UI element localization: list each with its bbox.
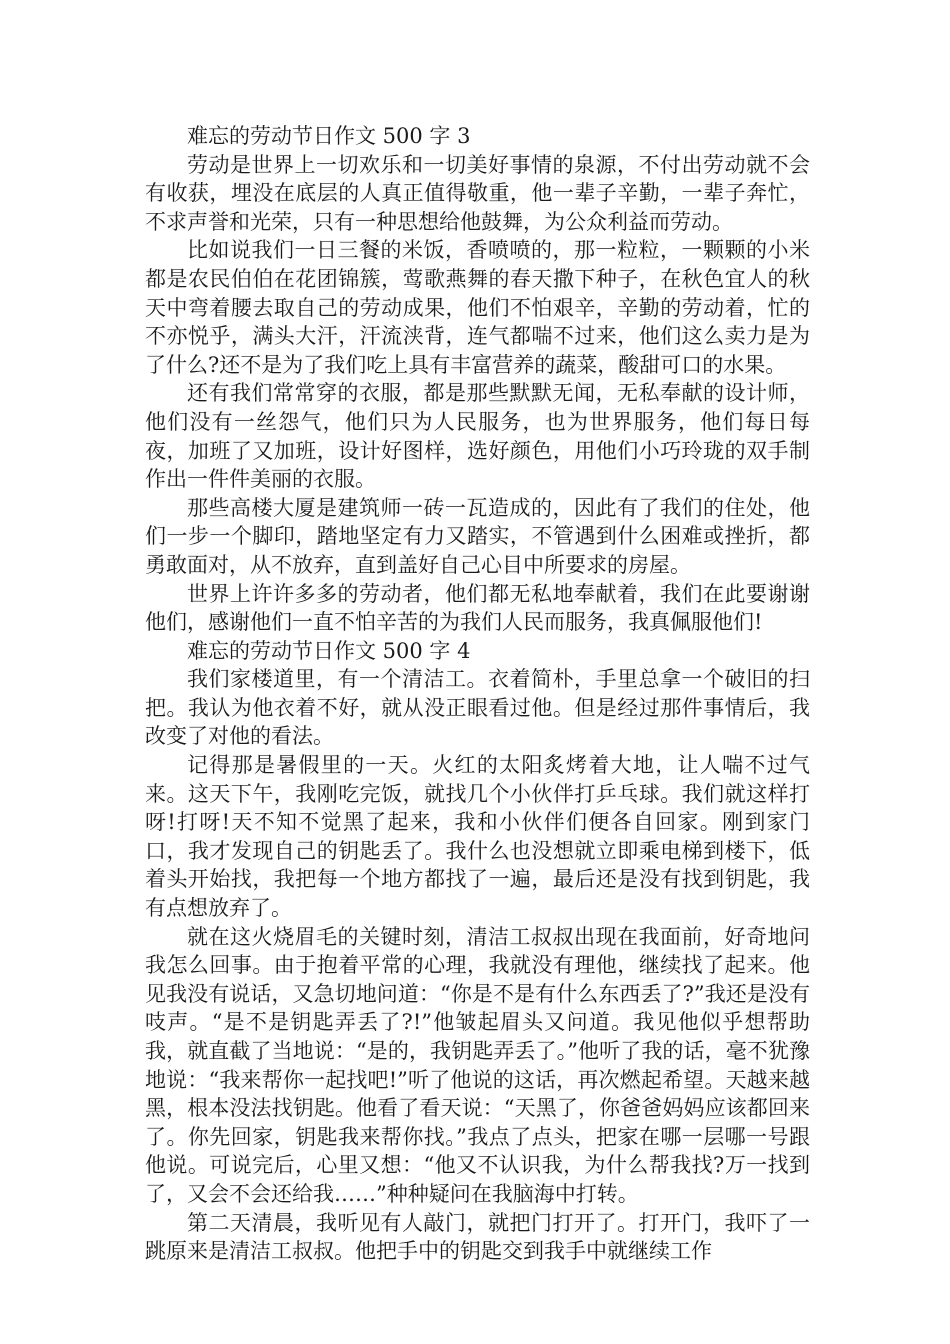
paragraph: 劳动是世界上一切欢乐和一切美好事情的泉源，不付出劳动就不会有收获，埋没在底层的人真正值得敬重，他一辈子辛勤，一辈子奔忙，不求声誉和光荣，只有一种思想给他鼓舞，为公众利益而劳动。: [145, 152, 810, 234]
paragraph: 还有我们常常穿的衣服，都是那些默默无闻，无私奉献的设计师，他们没有一丝怨气，他们只为人民服务，也为世界服务，他们每日每夜，加班了又加班，设计好图样，选好颜色，用他们小巧玲珑的双手制作出一件件美丽的衣服。: [145, 381, 810, 492]
paragraph: 我们家楼道里，有一个清洁工。衣着简朴，手里总拿一个破旧的扫把。我认为他衣着不好，就从没正眼看过他。但是经过那件事情后，我改变了对他的看法。: [145, 667, 810, 749]
essay-section-3: [145, 122, 810, 637]
paragraph: 就在这火烧眉毛的关键时刻，清洁工叔叔出现在我面前，好奇地问我怎么回事。由于抱着平常的心理，我就没有理他，继续找了起来。他见我没有说话，又急切地问道：“你是不是有什么东西丢了?”我还是没有吱声。“是不是钥匙弄丢了?!”他皱起眉头又问道。我见他似乎想帮助我，就直截了当地说：“是的，我钥匙弄丢了。”他听了我的话，毫不犹豫地说：“我来帮你一起找吧!”听了他说的这话，再次燃起希望。天越来越黑，根本没法找钥匙。他看了看天说：“天黑了，你爸爸妈妈应该都回来了。你先回家，钥匙我来帮你找。”我点了点头，把家在哪一层哪一号跟他说。可说完后，心里又想：“他又不认识我，为什么帮我找?万一找到了，又会不会还给我……”种种疑问在我脑海中打转。: [145, 924, 810, 1206]
paragraph: 比如说我们一日三餐的米饭，香喷喷的，那一粒粒，一颗颗的小米都是农民伯伯在花团锦簇，莺歌燕舞的春天撒下种子，在秋色宜人的秋天中弯着腰去取自己的劳动成果，他们不怕艰辛，辛勤的劳动着，忙的不亦悦乎，满头大汗，汗流浃背，连气都喘不过来，他们这么卖力是为了什么?还不是为了我们吃上具有丰富营养的蔬菜，酸甜可口的水果。: [145, 238, 810, 377]
paragraph: 记得那是暑假里的一天。火红的太阳炙烤着大地，让人喘不过气来。这天下午，我刚吃完饭，就找几个小伙伴打乒乓球。我们就这样打呀!打呀!天不知不觉黑了起来，我和小伙伴们便各自回家。刚到家门口，我才发现自己的钥匙丢了。我什么也没想就立即乘电梯到楼下，低着头开始找，我把每一个地方都找了一遍，最后还是没有找到钥匙，我有点想放弃了。: [145, 753, 810, 921]
paragraph: 第二天清晨，我听见有人敲门，就把门打开了。打开门，我吓了一跳原来是清洁工叔叔。他把手中的钥匙交到我手中就继续工作: [145, 1210, 810, 1264]
paragraph: 那些高楼大厦是建筑师一砖一瓦造成的，因此有了我们的住处，他们一步一个脚印，踏地坚定有力又踏实，不管遇到什么困难或挫折，都勇敢面对，从不放弃，直到盖好自己心目中所要求的房屋。: [145, 495, 810, 577]
essay-heading: 难忘的劳动节日作文 500 字 3: [187, 124, 471, 148]
essay-section-4: [145, 637, 810, 1266]
paragraph: 世界上许许多多的劳动者，他们都无私地奉献着，我们在此要谢谢他们，感谢他们一直不怕辛苦的为我们人民而服务，我真佩服他们!: [145, 581, 810, 635]
essay-heading: 难忘的劳动节日作文 500 字 4: [187, 638, 471, 663]
document-page: [145, 122, 810, 1266]
